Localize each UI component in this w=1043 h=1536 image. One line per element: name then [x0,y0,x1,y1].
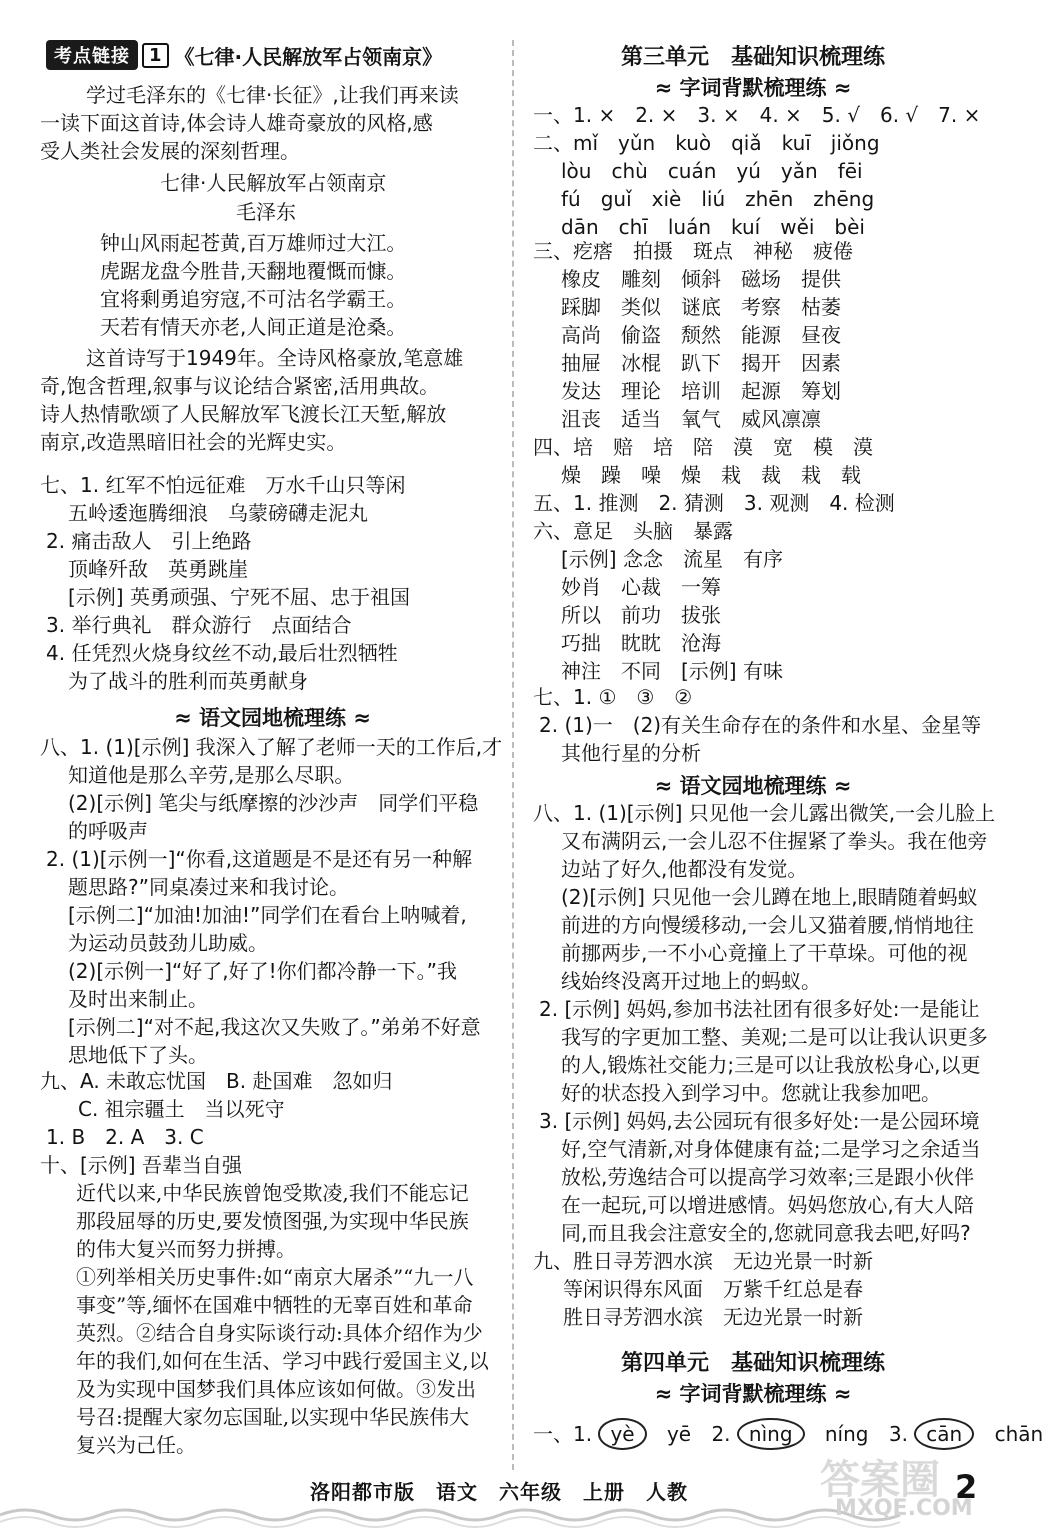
essay-line: 年的我们,如何在生活、学习中践行爱国主义,以 [76,1349,489,1373]
watermark-logo: 答案圈 [820,1457,940,1503]
unit3-heading: 第三单元 基础知识梳理练 [620,45,885,70]
answer-line: (2)[示例] 笔尖与纸摩擦的沙沙声 同学们平稳 [68,791,479,815]
answer-line: 妙肖 心裁 一筹 [561,575,721,599]
item-prefix: 一、1. [533,1422,593,1446]
answer-line: 神注 不同 [示例] 有味 [561,659,783,683]
answer-line: 2. 痛击敌人 引上绝路 [46,529,252,553]
answer-line: 思地低下了头。 [68,1043,208,1067]
answer-line: 六、意足 头脑 暴露 [533,519,733,543]
answer-line: 好的状态投入到学习中。您就让我参加吧。 [561,1081,941,1105]
answer-line: 五、1. 推测 2. 猜测 3. 观测 4. 检测 [533,491,895,515]
answer-line: (2)[示例] 只见他一会儿蹲在地上,眼睛随着蚂蚁 [561,885,978,909]
answer-line: 边站了好久,他都没有发觉。 [561,857,808,881]
pinyin-line: fú guǐ xiè liú zhēn zhēng [561,187,875,211]
intro-line: 学过毛泽东的《七律·长征》,让我们再来读 [86,83,459,107]
essay-line: 英烈。②结合自身实际谈行动:具体介绍作为少 [76,1321,483,1345]
badge-tag: 考点链接 [46,40,138,70]
poem-line: 虎踞龙盘今胜昔,天翻地覆慨而慷。 [100,259,407,283]
plain-pinyin: níng [824,1422,869,1446]
column-divider [512,40,514,1470]
answer-line: [示例二]“对不起,我这次又失败了。”弟弟不好意 [68,1015,481,1039]
watermark-url: MXQE.COM [835,1496,973,1521]
note-line: 奇,饱含哲理,叙事与议论结合紧密,活用典故。 [40,374,440,398]
poem-author: 毛泽东 [236,200,296,224]
answer-line: 2. (1)一 (2)有关生命存在的条件和水星、金星等 [539,713,982,737]
page-number: 2 [955,1468,978,1506]
item-number: 3. [888,1422,908,1446]
circled-pinyin: nìng [737,1418,805,1450]
poem-line: 天若有情天亦老,人间正道是沧桑。 [100,315,407,339]
answer-line: 2. (1)[示例一]“你看,这道题是不是还有另一种解 [46,847,473,871]
answer-line: 前挪两步,一不小心竟撞上了干草垛。可他的视 [561,941,968,965]
answer-line: 橡皮 雕刻 倾斜 磁场 提供 [561,267,841,291]
answer-line: 巧拙 眈眈 沧海 [561,631,721,655]
answer-line: (2)[示例一]“好了,好了!你们都冷静一下。”我 [68,959,458,983]
answer-line: 等闲识得东风面 万紫千红总是春 [563,1277,863,1301]
answer-line: [示例] 英勇顽强、宁死不屈、忠于祖国 [68,585,410,609]
plain-pinyin: chān [994,1422,1043,1446]
pinyin-answer-row [533,1418,1043,1450]
note-line: 南京,改造黑暗旧社会的光辉史实。 [40,430,347,454]
answer-line: 顶峰歼敌 英勇跳崖 [68,557,248,581]
answer-line: 1. B 2. A 3. C [46,1125,204,1149]
unit4-heading: 第四单元 基础知识梳理练 [620,1351,885,1376]
essay-line: 近代以来,中华民族曾饱受欺凌,我们不能忘记 [76,1181,469,1205]
section-heading: ≈ 语文园地梳理练 ≈ [654,774,852,798]
topic-badge [46,40,442,70]
answer-line: 八、1. (1)[示例] 我深入了解了老师一天的工作后,才 [40,735,503,759]
words-heading: ≈ 字词背默梳理练 ≈ [654,1382,852,1406]
plain-pinyin: yē [666,1422,692,1446]
answer-line: 前进的方向慢缓移动,一会儿又猫着腰,悄悄地往 [561,913,974,937]
essay-line: 事变”等,缅怀在国难中牺牲的无辜百姓和革命 [76,1293,473,1317]
answer-line: 2. [示例] 妈妈,参加书法社团有很多好处:一是能让 [539,997,980,1021]
essay-line: 及为实现中国梦我们具体应该如何做。③发出 [76,1377,476,1401]
answer-line: 踩脚 类似 谜底 考察 枯萎 [561,295,841,319]
answer-line: 三、疙瘩 拍摄 斑点 神秘 疲倦 [533,239,853,263]
answer-line: C. 祖宗疆土 当以死守 [78,1097,285,1121]
badge-number: 1 [142,43,169,68]
answer-line: 一、1. × 2. × 3. × 4. × 5. √ 6. √ 7. × [533,103,981,127]
answer-line: [示例] 念念 流星 有序 [561,547,783,571]
answer-line: 高尚 偷盗 颓然 能源 昼夜 [561,323,841,347]
answer-line: 3. [示例] 妈妈,去公园玩有很多好处:一是公园环境 [539,1109,980,1133]
answer-line: [示例二]“加油!加油!”同学们在看台上呐喊着, [68,903,467,927]
answer-line: 同,而且我会注意安全的,您就同意我去吧,好吗? [561,1221,971,1245]
answer-line: 九、A. 未敢忘忧国 B. 赴国难 忽如归 [40,1069,393,1093]
answer-line: 3. 举行典礼 群众游行 点面结合 [46,613,352,637]
poem-line: 宜将剩勇追穷寇,不可沽名学霸王。 [100,287,407,311]
poem-title: 七律·人民解放军占领南京 [160,171,387,195]
answer-line: 在一起玩,可以增进感情。妈妈您放心,有大人陪 [561,1193,974,1217]
answer-line: 七、1. ① ③ ② [533,685,693,709]
pinyin-line: dān chī luán kuí wěi bèi [561,215,865,239]
note-line: 诗人热情歌颂了人民解放军飞渡长江天堑,解放 [40,402,447,426]
answer-line: 题思路?”同桌凑过来和我讨论。 [68,875,349,899]
answer-line: 燥 躁 噪 燥 栽 裁 栽 载 [561,463,861,487]
answer-line: 九、胜日寻芳泗水滨 无边光景一时新 [533,1249,873,1273]
essay-line: 号召:提醒大家勿忘国耻,以实现中华民族伟大 [76,1405,470,1429]
answer-line: 沮丧 适当 氧气 威风凛凛 [561,407,821,431]
circled-pinyin: yè [598,1418,646,1450]
answer-line: 抽屉 冰棍 趴下 揭开 因素 [561,351,841,375]
answer-line: 其他行星的分析 [561,741,701,765]
circled-pinyin: cān [914,1418,974,1450]
essay-line: 的伟大复兴而努力拼搏。 [76,1237,296,1261]
answer-line: 发达 理论 培训 起源 筹划 [561,379,841,403]
pinyin-line: lòu chù cuán yú yǎn fēi [561,159,863,183]
answer-line: 十、[示例] 吾辈当自强 [40,1153,242,1177]
answer-line: 四、培 赔 培 陪 漠 宽 模 漠 [533,435,873,459]
answer-line: 八、1. (1)[示例] 只见他一会儿露出微笑,一会儿脸上 [533,801,996,825]
answer-line: 为运动员鼓劲儿助威。 [68,931,268,955]
essay-line: 复兴为己任。 [76,1433,196,1457]
words-heading: ≈ 字词背默梳理练 ≈ [654,76,852,100]
answer-line: 五岭逶迤腾细浪 乌蒙磅礴走泥丸 [68,501,368,525]
essay-line: ①列举相关历史事件:如“南京大屠杀”“九一八 [76,1265,474,1289]
intro-line: 受人类社会发展的深刻哲理。 [40,139,300,163]
answer-line: 又布满阴云,一会儿忍不住握紧了拳头。我在他旁 [561,829,988,853]
section-heading: ≈ 语文园地梳理练 ≈ [174,706,371,730]
answer-line: 放松,劳逸结合可以提高学习效率;三是跟小伙伴 [561,1165,975,1189]
pinyin-line: 二、mǐ yǔn kuò qiǎ kuī jiǒng [533,131,880,155]
intro-line: 一读下面这首诗,体会诗人雄奇豪放的风格,感 [40,111,433,135]
answer-line: 所以 前功 拔张 [561,603,721,627]
answer-line: 为了战斗的胜利而英勇献身 [68,669,308,693]
answer-line: 及时出来制止。 [68,987,208,1011]
answer-line: 的人,锻炼社交能力;三是可以让我放松身心,以更 [561,1053,981,1077]
answer-line: 的呼吸声 [68,819,148,843]
item-number: 2. [711,1422,731,1446]
answer-line: 七、1. 红军不怕远征难 万水千山只等闲 [40,473,406,497]
note-line: 这首诗写于1949年。全诗风格豪放,笔意雄 [86,346,464,370]
essay-line: 那段屈辱的历史,要发愤图强,为实现中华民族 [76,1209,469,1233]
answer-line: 我写的字更加工整、美观;二是可以让我认识更多 [561,1025,988,1049]
answer-line: 线始终没离开过地上的蚂蚁。 [561,969,821,993]
badge-title: 《七律·人民解放军占领南京》 [174,44,443,69]
answer-line: 胜日寻芳泗水滨 无边光景一时新 [563,1305,863,1329]
page-footer [0,1457,1000,1536]
answer-line: 好,空气清新,对身体健康有益;二是学习之余适当 [561,1137,981,1161]
footer-edition-text: 洛阳都市版 语文 六年级 上册 人教 [310,1480,688,1504]
poem-line: 钟山风雨起苍黄,百万雄师过大江。 [100,231,407,255]
answer-line: 4. 任凭烈火烧身纹丝不动,最后壮烈牺牲 [46,641,398,665]
answer-line: 知道他是那么辛劳,是那么尽职。 [68,763,355,787]
